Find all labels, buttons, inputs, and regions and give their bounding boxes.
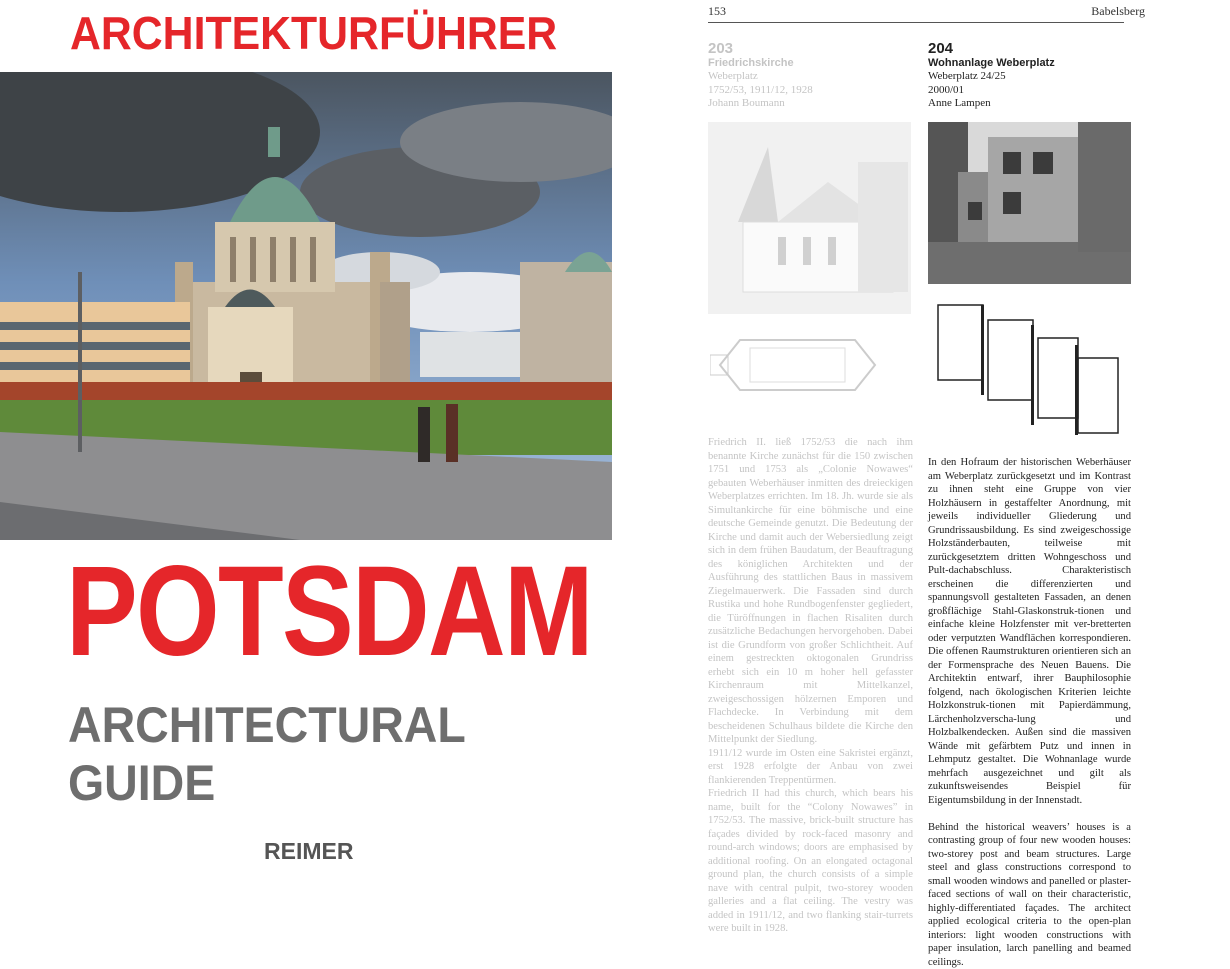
cover-subtitle: ARCHITECTURAL GUIDE (68, 696, 574, 812)
church-floor-plan (710, 330, 880, 400)
entry-name: Friedrichskirche (708, 57, 794, 69)
housing-floor-plan (933, 300, 1128, 440)
text-german: Friedrich II. ließ 1752/53 die nach ihm benannte Kirche zunächst für die 150 zwischen 1751 und 1753 als „Colonie Nowawes“ gebauten Weberhäuser inmitten des dreieckigen Weberplatzes errichten. Im 18. Jh. wurde sie als Simultankirche für eine böhmische und eine deutsche Gemeinde genutzt. Die Bedeutung der Kirche und damit auch der Webersiedlung zeigt sich in dem frühen Baudatum, der Beauftragung des königlichen Architekten und der Ausführung des stattlichen Baus in massivem Ziegelmauerwerk. Die Fassaden sind durch Rustika und hohe Rundbogenfenster gegliedert, die Türöffnungen in flachen Risaliten durch zusätzliche Bedachungen hervorgehoben. Dabei ist die Grundform von großer Schlichtheit. Auf einem gestreckten oktogonalen Grundriss erhebt sich ein 10 m hoher hell gefasster Kirchenraum mit Mittelkanzel, zweigeschossigen hölzernen Emporen und Flachdecke. In Verbindung mit dem bescheidenen Schulhaus bildete die Kirche den Mittelpunkt der Siedlung. (708, 436, 913, 747)
page-number: 153 (708, 4, 726, 19)
housing-photo (928, 122, 1131, 284)
text-english: Behind the historical weavers’ houses is a contrasting group of four new wooden houses: two-storey post and beam structures. Large steel and glass constructions correspond to small wooden windows and panelled or plaster-faced sections of wall on their characteristic, highly-differentiated façades. The architect applied ecological criteria to the open-plan interiors: light wooden constructions with paper insulation, larch panelling and beamed ceilings. (928, 821, 1131, 969)
cover-photo (0, 72, 612, 540)
cover-city-title: POTSDAM (66, 548, 592, 676)
entry-architect: Johann Boumann (708, 97, 813, 111)
running-head: Babelsberg (1091, 4, 1145, 19)
book-cover (0, 0, 612, 870)
entry-dates: 2000/01 (928, 84, 1006, 98)
series-title: ARCHITEKTURFÜHRER (70, 6, 557, 60)
entry-number: 203 (708, 40, 733, 57)
text-english: Friedrich II had this church, which bears his name, built for the “Colony Nowawes” in 1752/53. The massive, brick-built structure has façades divided by rock-faced masonry and round-arch windows; doors are emphasised by additional roofing. On an elongated octagonal ground plan, the church consists of a simple nave with central pulpit, two-storey wooden galleries and a flat ceiling. The vestry was added in 1911/12, and two flanking stair-turrets were built in 1928. (708, 787, 913, 936)
entry-address: Weberplatz 24/25 (928, 70, 1006, 84)
publisher-logo: REIMER (264, 838, 353, 865)
text-german: In den Hofraum der historischen Weberhäuser am Weberplatz zurückgesetzt und im Kontrast zu ihnen steht eine Gruppe von vier Holzhäusern in gestaffelter Anordnung, mit jeweils individueller Gliederung und Grundrissausbildung. Es sind zweigeschossige Holzständerbauten, teilweise mit zurückgesetztem dritten Wohngeschoss und Pult-dachabschluss. Charakteristisch erscheinen die differenzierten und spannungsvoll gestalteten Fassaden, an denen großflächige Stahl-Glaskonstruk-tionen und einfache kleine Holzfenster mit ver-bretterten oder verputzten Wandflächen korrespondieren. Die offenen Raumstrukturen orientieren sich an der Formensprache des Neuen Bauens. Die Architektin entwarf, ihrer Bauphilosophie folgend, nach ökologischen Kriterien leichte Holzkonstruk-tionen mit Papierdämmung, Lärchenholzverscha-lung und Holzbalkendecken. Außen sind die massiven Wände mit gefärbtem Putz und innen in Lehmputz gestaltet. Die Wohnanlage wurde mehrfach ausgezeichnet und gilt als zukunftsweisendes Beispiel für Eigentumsbildung in der Innenstadt. (928, 456, 1131, 807)
entry-dates: 1752/53, 1911/12, 1928 (708, 84, 813, 98)
entry-meta (928, 70, 1006, 111)
entry-text (708, 436, 913, 936)
entry-architect: Anne Lampen (928, 97, 1006, 111)
book-page (700, 0, 1145, 870)
text-german-addendum: 1911/12 wurde im Osten eine Sakristei ergänzt, erst 1928 erfolgte der Anbau von zwei flankierenden Treppentürmen. (708, 747, 913, 788)
entry-meta (708, 70, 813, 111)
entry-number: 204 (928, 40, 953, 57)
header-rule (708, 22, 1124, 23)
entry-address: Weberplatz (708, 70, 813, 84)
entry-name: Wohnanlage Weberplatz (928, 57, 1055, 69)
entry-text (928, 456, 1131, 969)
church-photo (708, 122, 911, 314)
